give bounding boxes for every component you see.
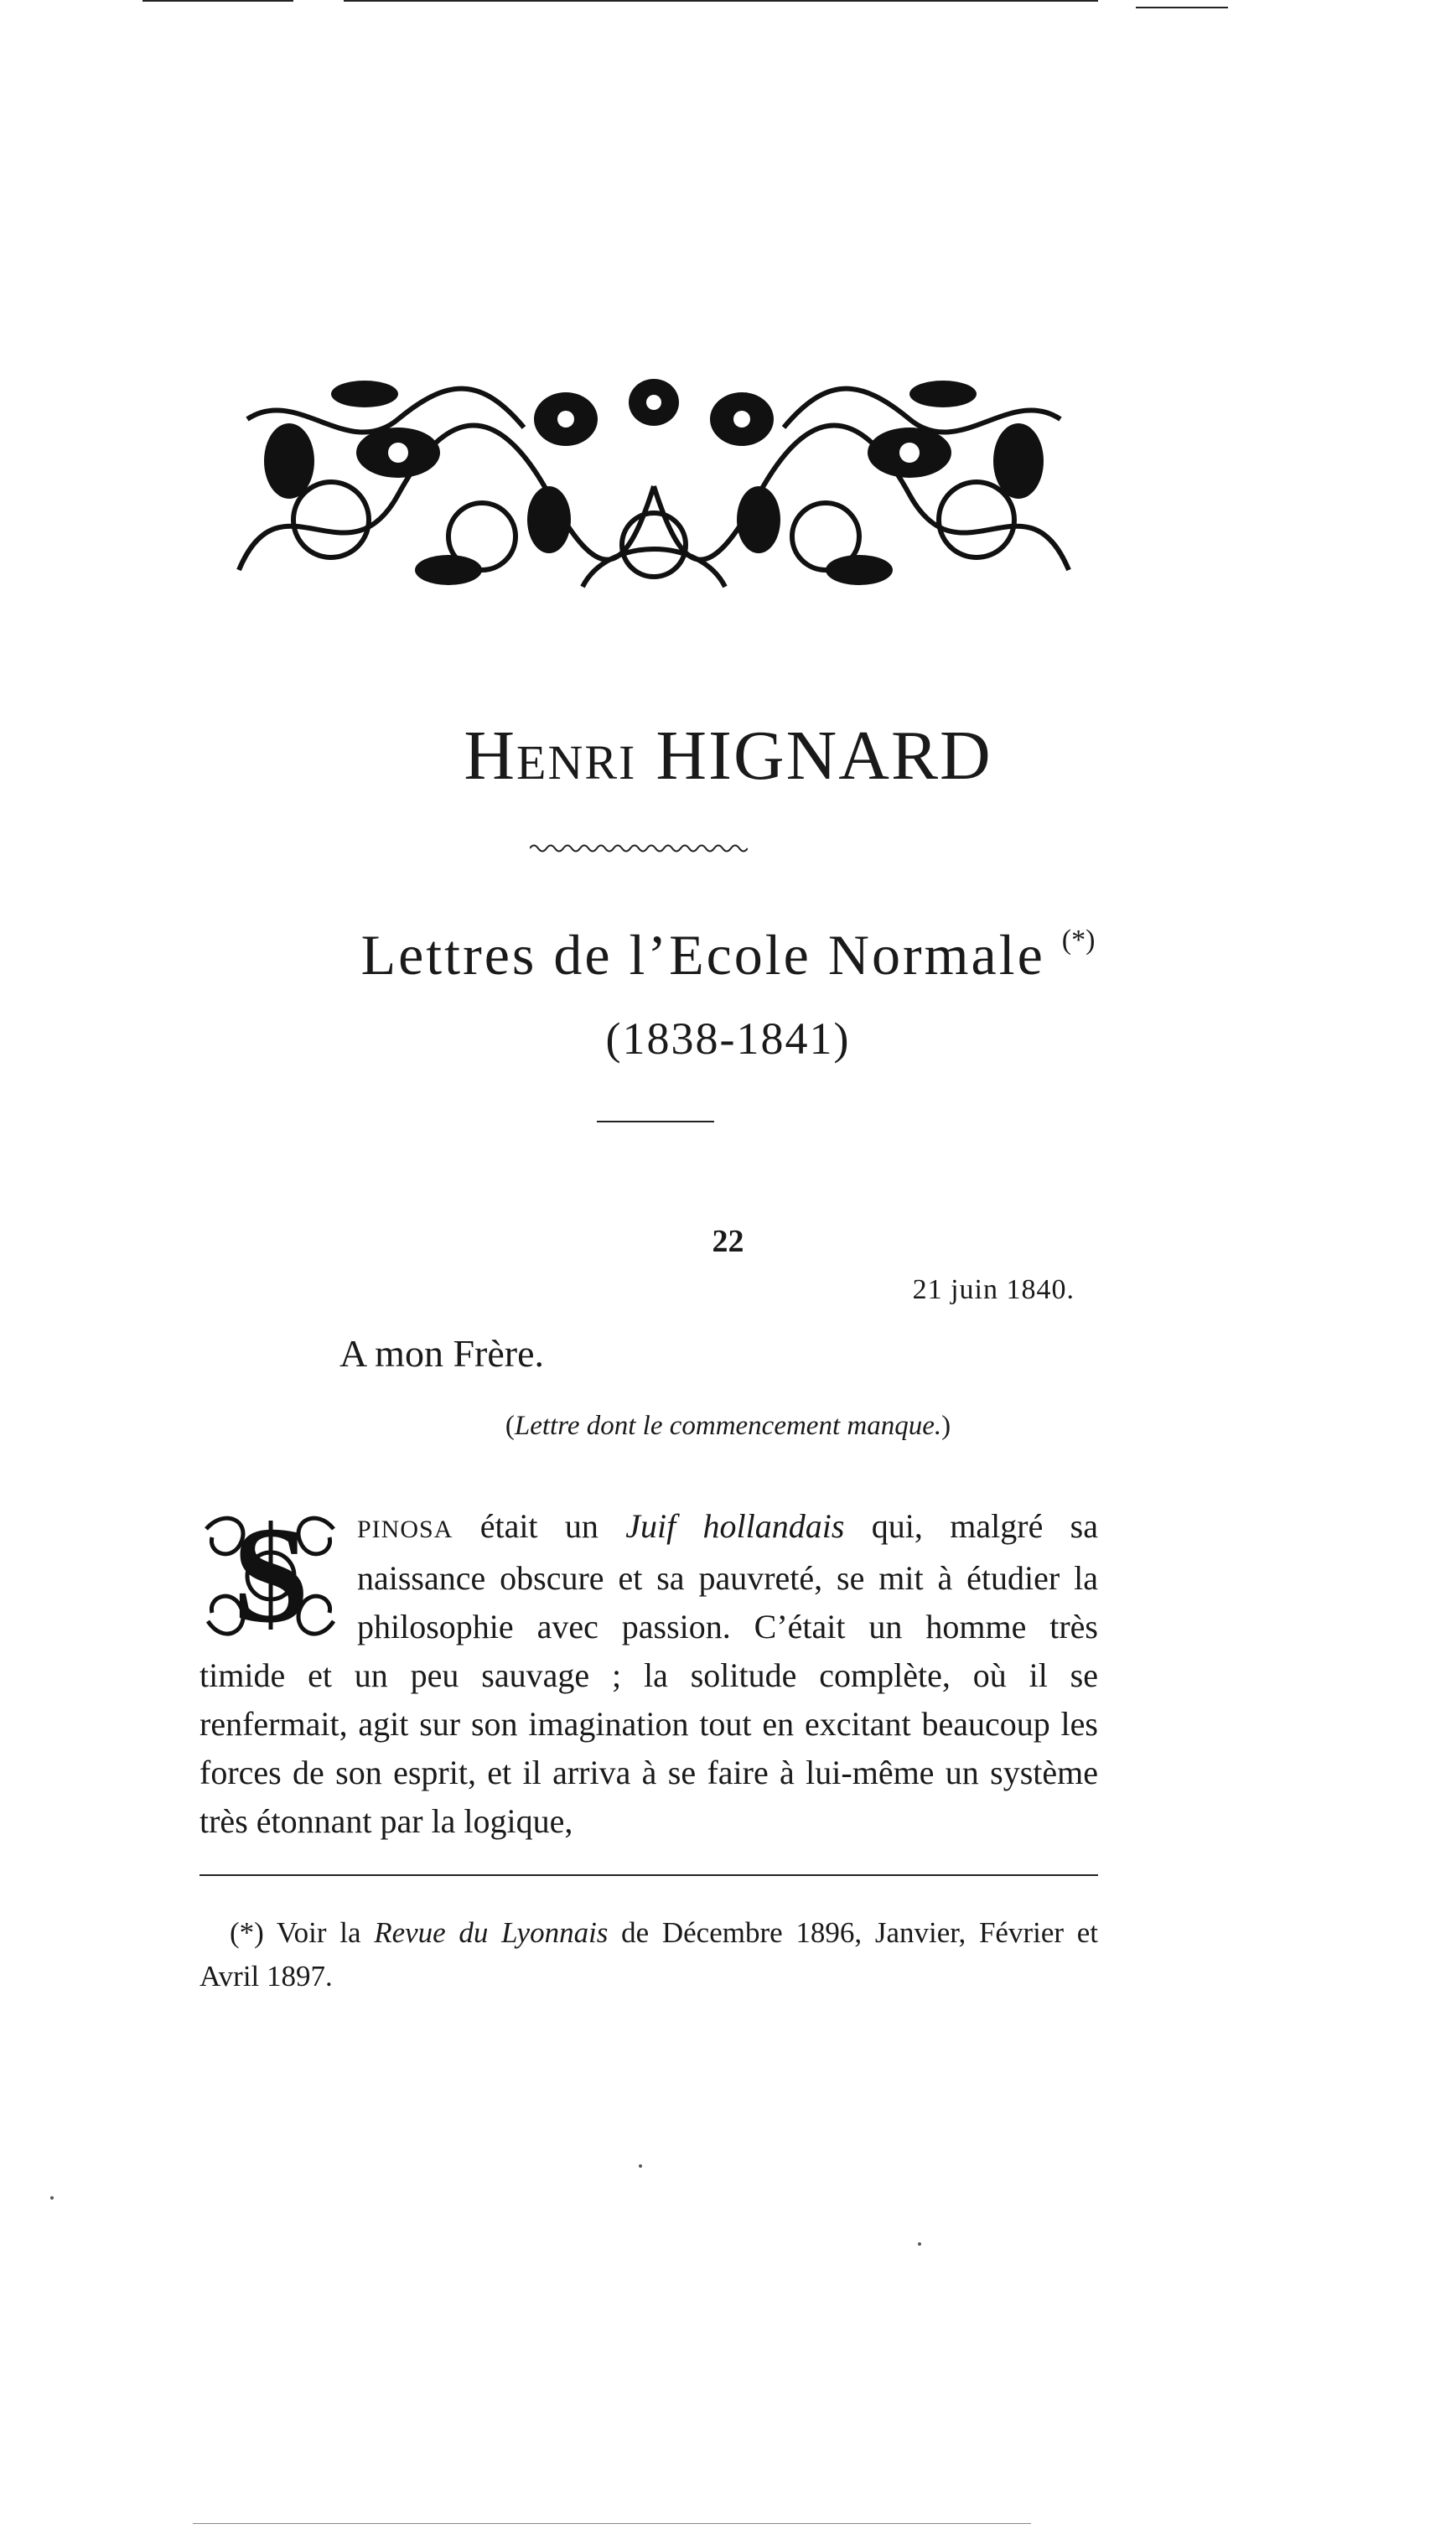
body-smallcaps: PINOSA [357,1516,453,1543]
editorial-note-text: Lettre dont le commencement manque. [514,1411,942,1441]
footnote-rule [199,1874,1098,1876]
letter-body [199,1502,1098,1846]
letter-number: 22 [712,1224,744,1259]
editorial-note [0,1412,1456,1440]
footnote-journal: Revue du Lyonnais [374,1916,609,1949]
ornamental-headpiece-icon [231,369,1077,595]
section-rule [597,1121,714,1122]
footnote-mark: (*) [230,1916,264,1949]
footnote-part1: Voir la [263,1916,375,1949]
letter-date: 21 juin 1840. [912,1274,1075,1305]
scan-edge-line [1136,7,1228,8]
author-last-name: HIGNARD [655,717,992,795]
title-footnote-mark: (*) [1061,925,1096,956]
body-part1: était un [453,1507,626,1545]
author-title [0,717,1456,795]
work-title [0,923,1456,987]
date-range: (1838-1841) [605,1013,851,1064]
scan-speck [918,2242,921,2246]
work-title-text: Lettres de l’Ecole Normale [360,923,1045,987]
salutation: A mon Frère. [339,1332,545,1375]
scan-edge-line [142,0,293,2]
editorial-note-close: ) [941,1411,951,1441]
scan-edge-line [193,2523,1031,2524]
author-first-initial: H [464,717,517,795]
editorial-note-open: ( [505,1411,515,1441]
wavy-divider-icon [530,842,748,854]
author-first-rest: ENRI [516,735,637,790]
scan-speck [50,2196,54,2200]
dropcap-s-icon [199,1504,342,1648]
body-italic: Juif hollandais [625,1507,845,1545]
scan-edge-line [344,0,1098,2]
scan-speck [639,2164,642,2168]
footnote-part2: de Décembre 1896, Janvier, Février et Avril 1897. [199,1916,1098,1993]
footnote [199,1911,1098,1998]
body-part2: qui, malgré sa naissance obscure et sa pauvreté, se mit à étudier la philosophie avec passion. C’était un homme très timide et un peu sauvage ; la solitude complète, où il se renfermait, agit sur son imagination tout en excitant beaucoup les forces de son esprit, et il arriva à se faire à lui-même un système très étonnant par la logique, [199,1507,1098,1840]
dropcap-letter: S [232,1504,309,1648]
